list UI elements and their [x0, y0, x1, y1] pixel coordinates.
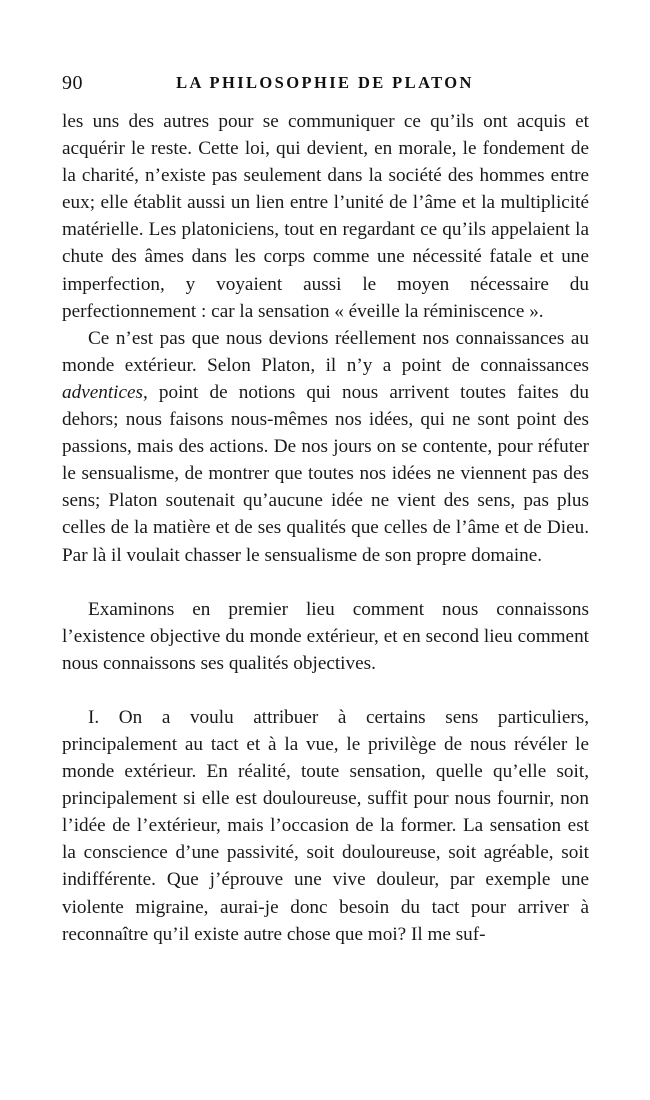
paragraph-3: Examinons en premier lieu comment nous connaissons l’existence objective du monde extérieur, et en second lieu comment nous connaissons ses qualités objectives. [62, 598, 589, 674]
body-text-block [62, 108, 589, 948]
paragraph-1: les uns des autres pour se communiquer ce qu’ils ont acquis et acquérir le reste. Cette loi, qui devient, en morale, le fondement de la charité, n’existe pas seulement dans la société des hommes entre eux; elle établit aussi un lien entre l’unité de l’âme et la multiplicité matérielle. Les platoniciens, tout en regardant ce qu’ils appelaient la chute des âmes dans les corps comme une nécessité fatale et une imperfection, y voyaient aussi le moyen nécessaire du perfectionnement : car la sensation « éveille la réminiscence ». [62, 111, 589, 322]
paragraph-2-text-before-italic: Ce n’est pas que nous devions réellement nos connaissances au monde extérieur. Selon Platon, il n’y a point de connaissances [62, 327, 589, 376]
running-head-title: LA PHILOSOPHIE DE PLATON [176, 73, 474, 92]
running-head [62, 70, 588, 96]
paragraph-4: I. On a voulu attribuer à certains sens particuliers, principalement au tact et à la vue, le privilège de nous révéler le monde extérieur. En réalité, toute sensation, quelle qu’elle soit, principalement si elle est douloureuse, suffit pour nous fournir, non l’idée de l’extérieur, mais l’occasion de la former. La sensation est la conscience d’une passivité, soit douloureuse, soit agréable, soit indifférente. Que j’éprouve une vive douleur, par exemple une violente migraine, aurai-je donc besoin du tact pour arriver à reconnaître qu’il existe autre chose que moi? Il me suf- [62, 706, 589, 945]
paragraph-2 [62, 325, 589, 569]
paragraph-2-text-after-italic: , point de notions qui nous arrivent toutes faites du dehors; nous faisons nous-mêmes nos idées, qui ne sont point des passions, mais des actions. De nos jours on se contente, pour réfuter le sensualisme, de montrer que toutes nos idées ne viennent pas des sens; Platon soutenait qu’aucune idée ne vient des sens, pas plus celles de la matière et de ses qualités que celles de l’âme et de Dieu. Par là il voulait chasser le sensualisme de son propre domaine. [62, 381, 589, 566]
italic-term-adventices: adventices [62, 381, 143, 403]
page-number: 90 [62, 72, 83, 94]
